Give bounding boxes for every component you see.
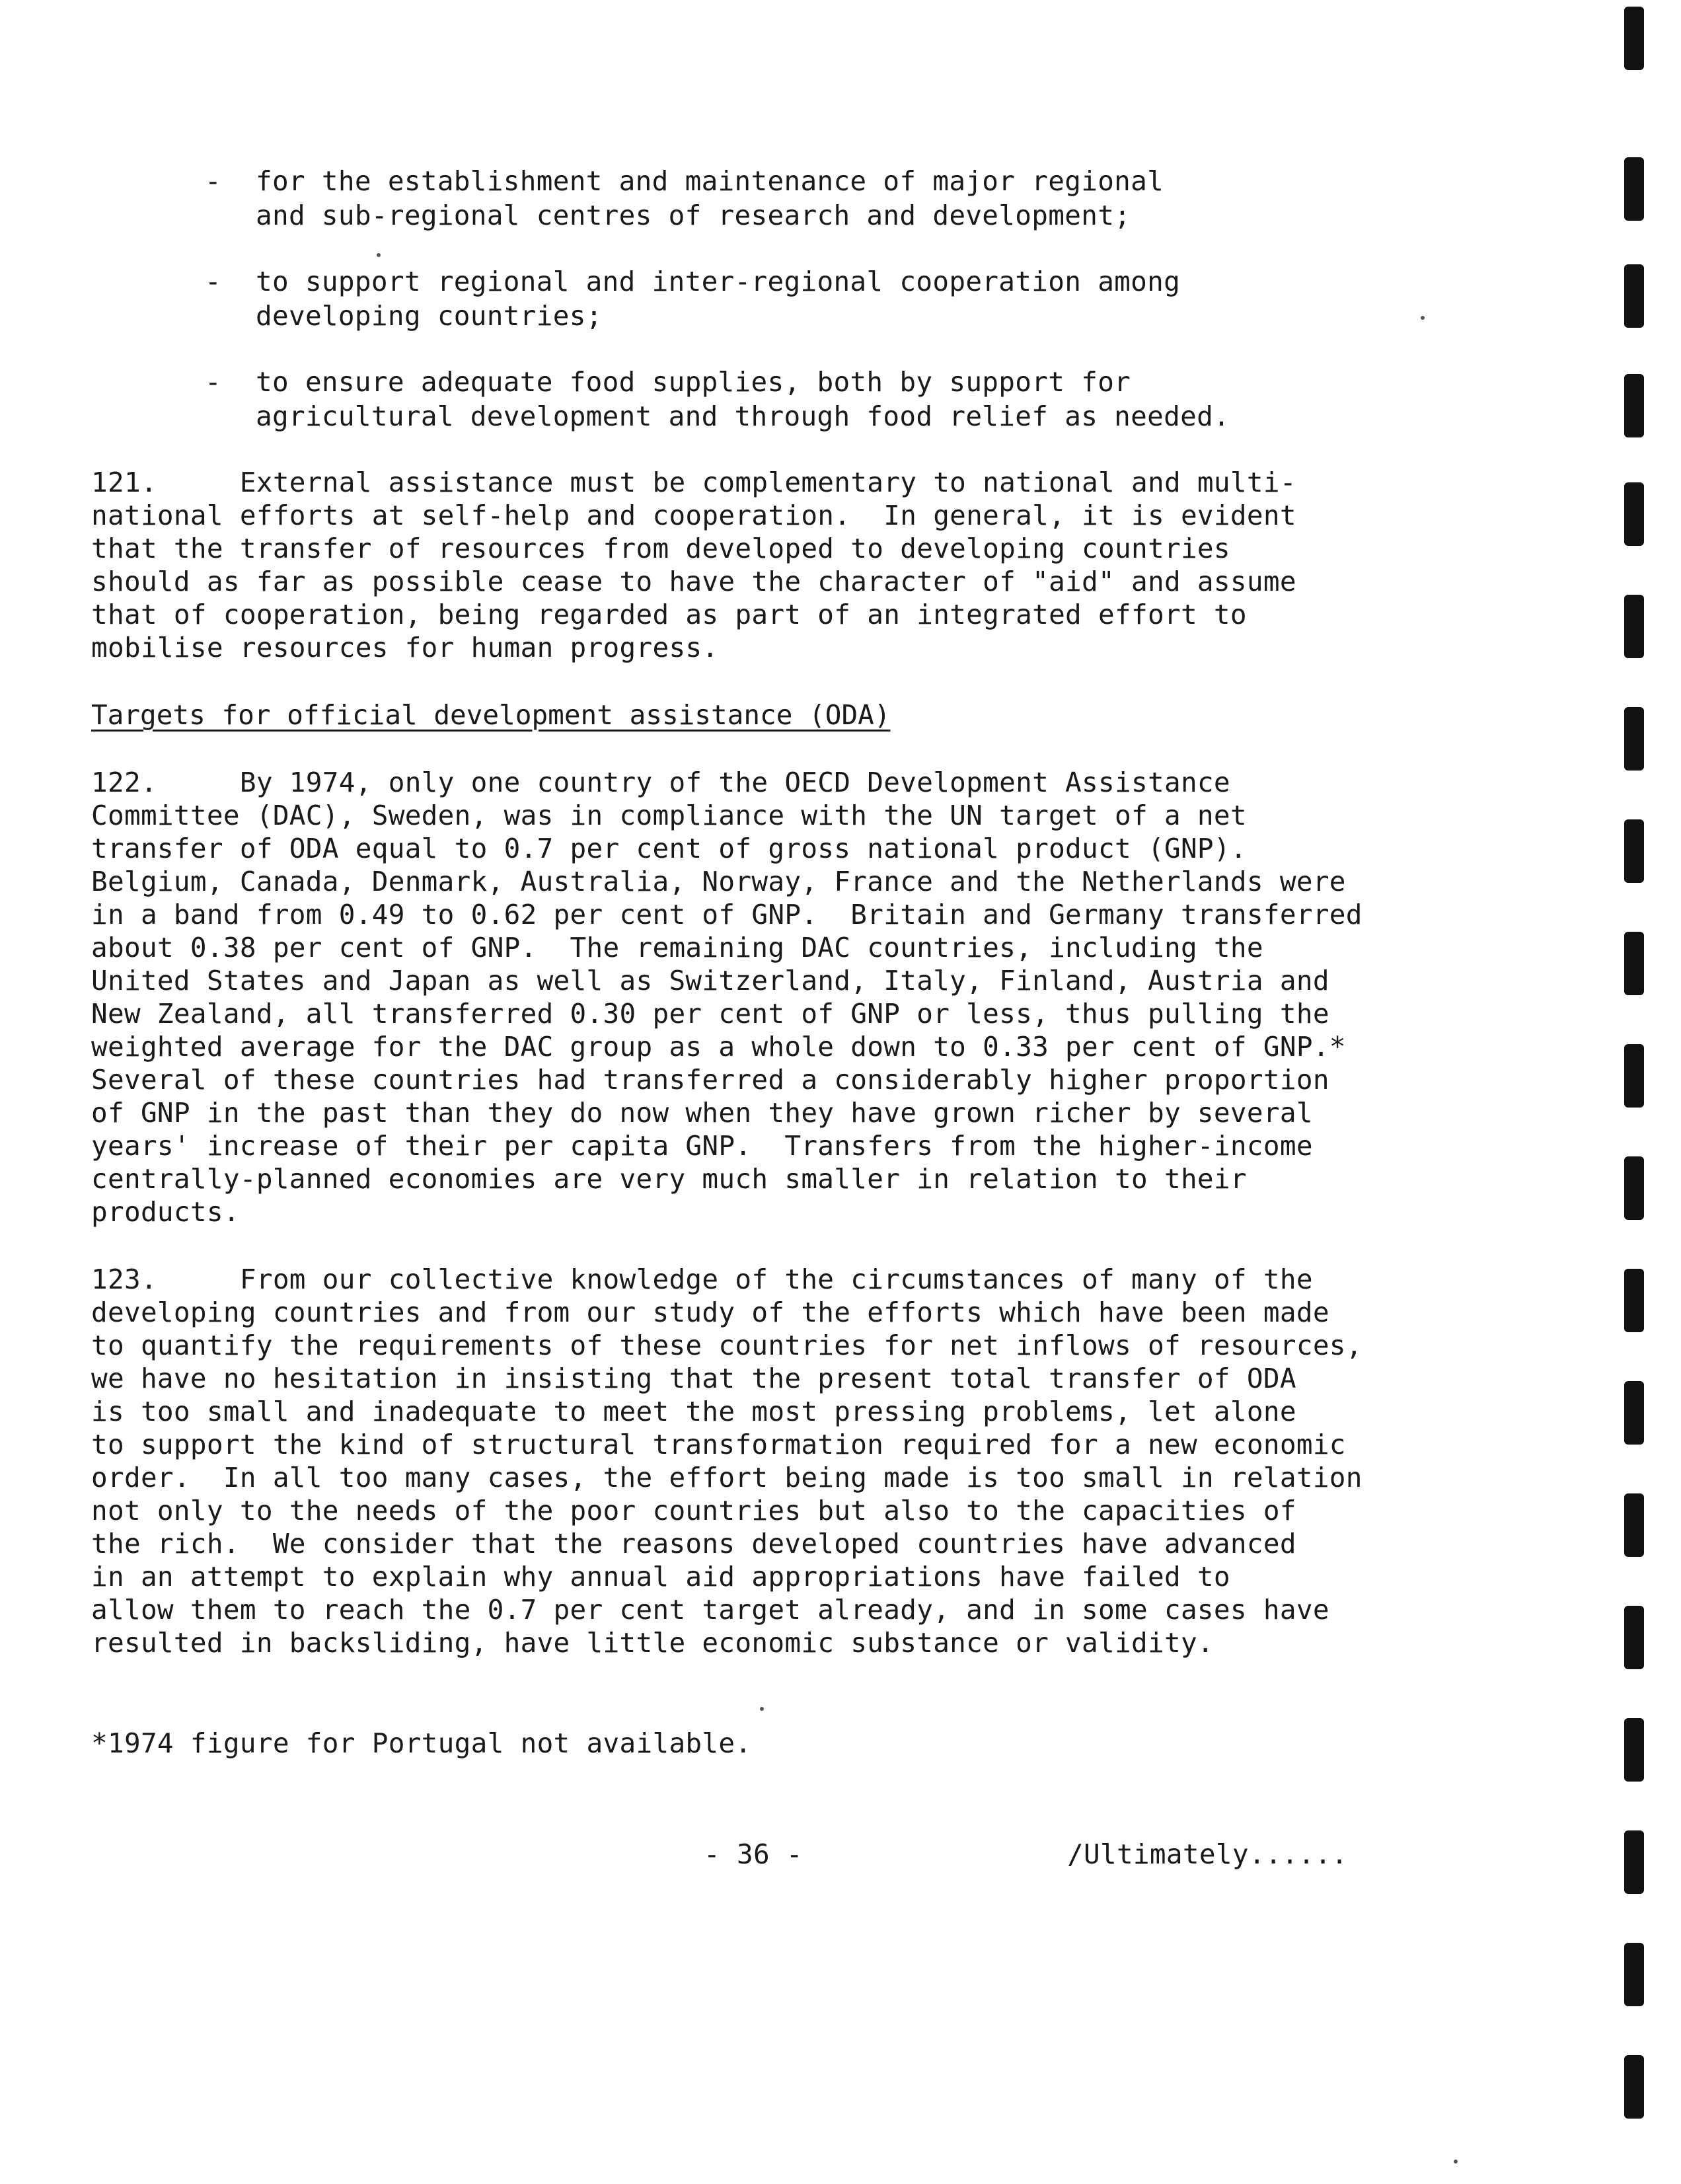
bullet-dash: - — [205, 266, 221, 297]
text-line: to quantify the requirements of these countries for net inflows of resources, — [91, 1330, 1363, 1361]
text-line: 123. From our collective knowledge of the circumstances of many of the — [91, 1263, 1313, 1295]
text-line: developing countries and from our study of the efforts which have been made — [91, 1297, 1329, 1328]
scan-speck — [760, 1707, 764, 1711]
binding-mark — [1624, 707, 1644, 771]
bullet-dash: - — [205, 165, 221, 197]
text-line: years' increase of their per capita GNP. Transfers from the higher-income — [91, 1130, 1313, 1162]
text-line: not only to the needs of the poor countries but also to the capacities of — [91, 1495, 1296, 1526]
binding-mark — [1624, 819, 1644, 883]
footnote: *1974 figure for Portugal not available. — [91, 1727, 752, 1759]
binding-mark — [1624, 932, 1644, 995]
text-line: should as far as possible cease to have the character of "aid" and assume — [91, 566, 1296, 597]
text-line: the rich. We consider that the reasons developed countries have advanced — [91, 1528, 1296, 1560]
binding-mark — [1624, 1044, 1644, 1108]
text-line: United States and Japan as well as Switzerland, Italy, Finland, Austria and — [91, 965, 1329, 997]
bullet-line: for the establishment and maintenance of major regional — [256, 165, 1164, 197]
binding-mark — [1624, 2055, 1644, 2119]
binding-mark — [1624, 1718, 1644, 1782]
binding-mark — [1624, 1493, 1644, 1557]
binding-mark — [1624, 1943, 1644, 2006]
text-line: mobilise resources for human progress. — [91, 632, 719, 663]
binding-mark — [1624, 1269, 1644, 1332]
bullet-line: agricultural development and through food relief as needed. — [256, 400, 1230, 432]
scan-speck — [1454, 2160, 1458, 2164]
bullet-dash: - — [205, 366, 221, 398]
text-line: we have no hesitation in insisting that the present total transfer of ODA — [91, 1363, 1296, 1394]
binding-mark — [1624, 1606, 1644, 1669]
text-line: allow them to reach the 0.7 per cent target already, and in some cases have — [91, 1594, 1329, 1626]
text-line: that of cooperation, being regarded as part of an integrated effort to — [91, 599, 1247, 630]
bullet-line: to support regional and inter-regional cooperation among — [256, 266, 1181, 297]
text-line: in a band from 0.49 to 0.62 per cent of GNP. Britain and Germany transferred — [91, 899, 1363, 930]
text-line: Belgium, Canada, Denmark, Australia, Norway, France and the Netherlands were — [91, 866, 1346, 897]
bullet-line: developing countries; — [256, 300, 603, 332]
scan-speck — [377, 253, 381, 257]
text-line: Committee (DAC), Sweden, was in compliance with the UN target of a net — [91, 800, 1247, 831]
text-line: New Zealand, all transferred 0.30 per cent of GNP or less, thus pulling the — [91, 998, 1329, 1030]
text-line: about 0.38 per cent of GNP. The remaining DAC countries, including the — [91, 932, 1263, 963]
binding-mark — [1624, 157, 1644, 221]
binding-mark — [1624, 7, 1644, 70]
text-line: Several of these countries had transferred a considerably higher proportion — [91, 1064, 1329, 1096]
text-line: of GNP in the past than they do now when they have grown richer by several — [91, 1097, 1313, 1129]
text-line: in an attempt to explain why annual aid appropriations have failed to — [91, 1561, 1230, 1593]
text-line: weighted average for the DAC group as a whole down to 0.33 per cent of GNP.* — [91, 1031, 1346, 1063]
section-heading: Targets for official development assistance (ODA) — [91, 699, 891, 731]
binding-mark — [1624, 1830, 1644, 1894]
binding-mark — [1624, 264, 1644, 328]
text-line: 122. By 1974, only one country of the OECD Development Assistance — [91, 767, 1230, 798]
text-line: transfer of ODA equal to 0.7 per cent of gross national product (GNP). — [91, 833, 1247, 864]
text-line: is too small and inadequate to meet the most pressing problems, let alone — [91, 1396, 1296, 1427]
binding-mark — [1624, 1381, 1644, 1445]
page-number: - 36 - — [704, 1838, 803, 1870]
text-line: order. In all too many cases, the effort being made is too small in relation — [91, 1462, 1363, 1493]
binding-mark — [1624, 595, 1644, 658]
text-line: 121. External assistance must be complementary to national and multi- — [91, 467, 1296, 498]
bullet-line: and sub-regional centres of research and development; — [256, 200, 1131, 231]
scan-speck — [1421, 316, 1425, 320]
binding-mark — [1624, 1156, 1644, 1220]
text-line: resulted in backsliding, have little economic substance or validity. — [91, 1627, 1214, 1659]
text-line: that the transfer of resources from developed to developing countries — [91, 533, 1230, 564]
text-line: products. — [91, 1196, 240, 1228]
binding-mark — [1624, 482, 1644, 546]
binding-mark — [1624, 374, 1644, 437]
text-line: national efforts at self-help and cooperation. In general, it is evident — [91, 500, 1296, 531]
text-line: to support the kind of structural transformation required for a new economic — [91, 1429, 1346, 1460]
continuation-text: /Ultimately...... — [1067, 1838, 1348, 1870]
text-line: centrally-planned economies are very much smaller in relation to their — [91, 1163, 1247, 1195]
bullet-line: to ensure adequate food supplies, both by support for — [256, 366, 1131, 398]
